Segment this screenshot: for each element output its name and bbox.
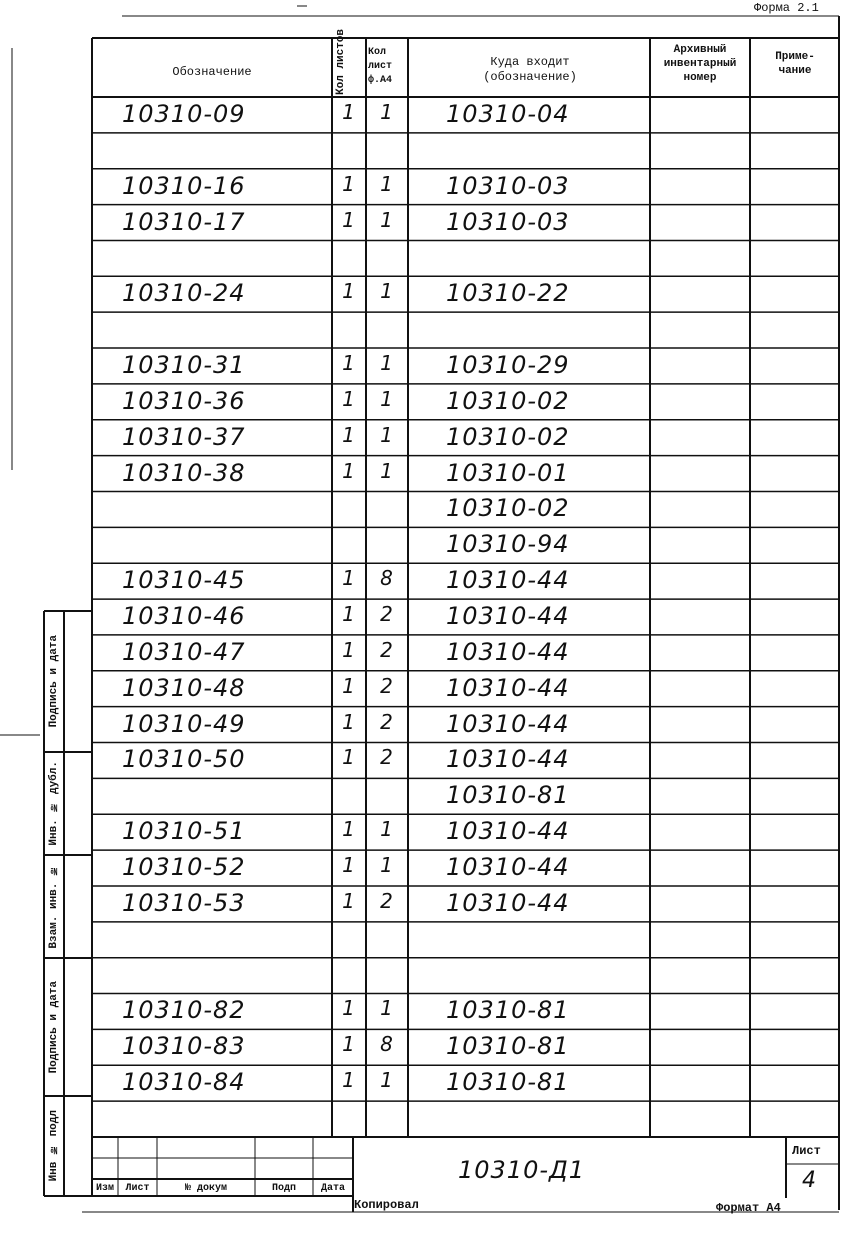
cell-where-used: 10310-94 [446, 530, 570, 559]
cell-where-used: 10310-44 [446, 709, 570, 738]
side-label-text: Подпись и дата [48, 635, 60, 728]
table-row [92, 348, 839, 384]
cell-designation: 10310-24 [122, 279, 246, 308]
cell-sheets-a4: 1 [380, 1068, 394, 1093]
cell-sheets: 1 [342, 853, 356, 878]
title-sheet-number: 4 [802, 1168, 817, 1193]
table-row [92, 994, 839, 1030]
cell-sheets: 1 [342, 709, 356, 734]
cell-sheets: 1 [342, 673, 356, 698]
cell-where-used: 10310-81 [446, 781, 570, 810]
cell-designation: 10310-45 [122, 566, 246, 595]
title-col-sheet: Лист [125, 1183, 150, 1194]
header-sheet-count [334, 28, 364, 95]
table-row [92, 1101, 839, 1137]
cell-sheets: 1 [342, 637, 356, 662]
cell-sheets-a4: 8 [380, 566, 394, 591]
cell-sheets-a4: 1 [380, 996, 394, 1021]
cell-sheets-a4: 2 [380, 673, 394, 698]
form-label: Форма 2.1 [754, 1, 819, 15]
cell-where-used: 10310-44 [446, 637, 570, 666]
footer-format: Формат А4 [716, 1201, 781, 1215]
cell-sheets: 1 [342, 171, 356, 196]
cell-designation: 10310-09 [122, 99, 246, 128]
cell-designation: 10310-52 [122, 853, 246, 882]
cell-where-used: 10310-03 [446, 207, 570, 236]
table-row [92, 635, 839, 671]
table-row [92, 1029, 839, 1065]
title-doc-number: 10310-Д1 [458, 1156, 586, 1184]
table-row [92, 886, 839, 922]
cell-designation: 10310-47 [122, 637, 246, 666]
side-label-replaced-inventory [44, 855, 64, 958]
header-sheet-count-a4: Кол лист ф.А4 [368, 47, 393, 86]
cell-where-used: 10310-81 [446, 1068, 570, 1097]
cell-sheets-a4: 1 [380, 350, 394, 375]
cell-sheets: 1 [342, 386, 356, 411]
cell-where-used: 10310-03 [446, 171, 570, 200]
cell-sheets: 1 [342, 279, 356, 304]
cell-sheets-a4: 1 [380, 817, 394, 842]
header-archive-number: Архивный инвентарный номер [663, 44, 737, 84]
cell-designation: 10310-48 [122, 673, 246, 702]
cell-designation: 10310-16 [122, 171, 246, 200]
cell-sheets-a4: 2 [380, 888, 394, 913]
table-row [92, 97, 839, 133]
cell-where-used: 10310-44 [446, 817, 570, 846]
cell-sheets-a4: 2 [380, 745, 394, 770]
cell-sheets: 1 [342, 601, 356, 626]
title-col-date: Дата [320, 1183, 345, 1194]
table-row [92, 456, 839, 492]
title-col-doc-number: № докум [184, 1183, 227, 1194]
table-row [92, 671, 839, 707]
cell-where-used: 10310-22 [446, 279, 570, 308]
cell-where-used: 10310-44 [446, 601, 570, 630]
cell-sheets: 1 [342, 1032, 356, 1057]
header-sheet-count-text: Кол листов [335, 28, 347, 95]
cell-where-used: 10310-81 [446, 1032, 570, 1061]
cell-where-used: 10310-44 [446, 853, 570, 882]
cell-where-used: 10310-81 [446, 996, 570, 1025]
footer-copied: Копировал [354, 1198, 419, 1212]
cell-where-used: 10310-44 [446, 566, 570, 595]
table-row [92, 814, 839, 850]
cell-where-used: 10310-02 [446, 494, 570, 523]
table-row [92, 850, 839, 886]
table-row [92, 276, 839, 312]
cell-designation: 10310-50 [122, 745, 246, 774]
cell-designation: 10310-49 [122, 709, 246, 738]
title-col-signature: Подп [271, 1183, 296, 1194]
cell-designation: 10310-46 [122, 601, 246, 630]
cell-sheets-a4: 1 [380, 99, 394, 124]
cell-sheets-a4: 8 [380, 1032, 394, 1057]
table-row [92, 384, 839, 420]
cell-sheets: 1 [342, 350, 356, 375]
header-designation: Обозначение [172, 65, 252, 79]
side-label-text: Взам. инв. № [48, 864, 60, 949]
cell-sheets: 1 [342, 99, 356, 124]
header-where-used: Куда входит (обозначение) [483, 55, 577, 84]
header-notes: Приме-чание [775, 51, 815, 77]
table-row [92, 420, 839, 456]
cell-sheets-a4: 1 [380, 207, 394, 232]
cell-sheets-a4: 2 [380, 709, 394, 734]
cell-where-used: 10310-29 [446, 350, 570, 379]
cell-sheets: 1 [342, 1068, 356, 1093]
cell-sheets-a4: 1 [380, 386, 394, 411]
table-row [92, 599, 839, 635]
cell-designation: 10310-31 [122, 350, 246, 379]
cell-where-used: 10310-02 [446, 422, 570, 451]
table-row [92, 205, 839, 241]
side-label-text: Подпись и дата [48, 980, 60, 1074]
title-sheet-label: Лист [792, 1144, 821, 1158]
cell-sheets-a4: 1 [380, 171, 394, 196]
cell-sheets: 1 [342, 422, 356, 447]
cell-sheets: 1 [342, 745, 356, 770]
cell-designation: 10310-51 [122, 817, 246, 846]
table-row [92, 563, 839, 599]
table-row [92, 922, 839, 958]
side-label-signature-date-1 [44, 611, 64, 752]
cell-sheets: 1 [342, 207, 356, 232]
table-row [92, 312, 839, 348]
table-row [92, 133, 839, 169]
cell-where-used: 10310-04 [446, 99, 570, 128]
table-row [92, 778, 839, 814]
cell-designation: 10310-38 [122, 458, 246, 487]
side-label-dup-inventory [44, 752, 64, 855]
cell-designation: 10310-84 [122, 1068, 246, 1097]
cell-designation: 10310-53 [122, 888, 246, 917]
cell-designation: 10310-83 [122, 1032, 246, 1061]
side-label-text: Инв. № дубл. [48, 761, 60, 846]
side-label-original-inventory [44, 1096, 64, 1196]
side-label-signature-date-2 [44, 958, 64, 1096]
cell-sheets-a4: 1 [380, 279, 394, 304]
table-row [92, 707, 839, 743]
cell-designation: 10310-17 [122, 207, 246, 236]
cell-sheets: 1 [342, 888, 356, 913]
cell-sheets-a4: 2 [380, 637, 394, 662]
cell-where-used: 10310-44 [446, 745, 570, 774]
table-row [92, 491, 839, 527]
table-row [92, 743, 839, 779]
cell-sheets-a4: 1 [380, 458, 394, 483]
table-row [92, 1065, 839, 1101]
cell-sheets-a4: 1 [380, 853, 394, 878]
cell-where-used: 10310-01 [446, 458, 570, 487]
cell-sheets: 1 [342, 566, 356, 591]
cell-designation: 10310-37 [122, 422, 246, 451]
table-row [92, 958, 839, 994]
cell-designation: 10310-36 [122, 386, 246, 415]
cell-sheets: 1 [342, 996, 356, 1021]
side-label-text: Инв № подл [48, 1110, 60, 1182]
title-col-change: Изм [95, 1183, 114, 1194]
cell-where-used: 10310-02 [446, 386, 570, 415]
cell-sheets: 1 [342, 458, 356, 483]
cell-sheets-a4: 1 [380, 422, 394, 447]
table-row [92, 240, 839, 276]
cell-designation: 10310-82 [122, 996, 246, 1025]
table-row [92, 169, 839, 205]
cell-where-used: 10310-44 [446, 673, 570, 702]
table-row [92, 527, 839, 563]
cell-where-used: 10310-44 [446, 888, 570, 917]
cell-sheets-a4: 2 [380, 601, 394, 626]
cell-sheets: 1 [342, 817, 356, 842]
